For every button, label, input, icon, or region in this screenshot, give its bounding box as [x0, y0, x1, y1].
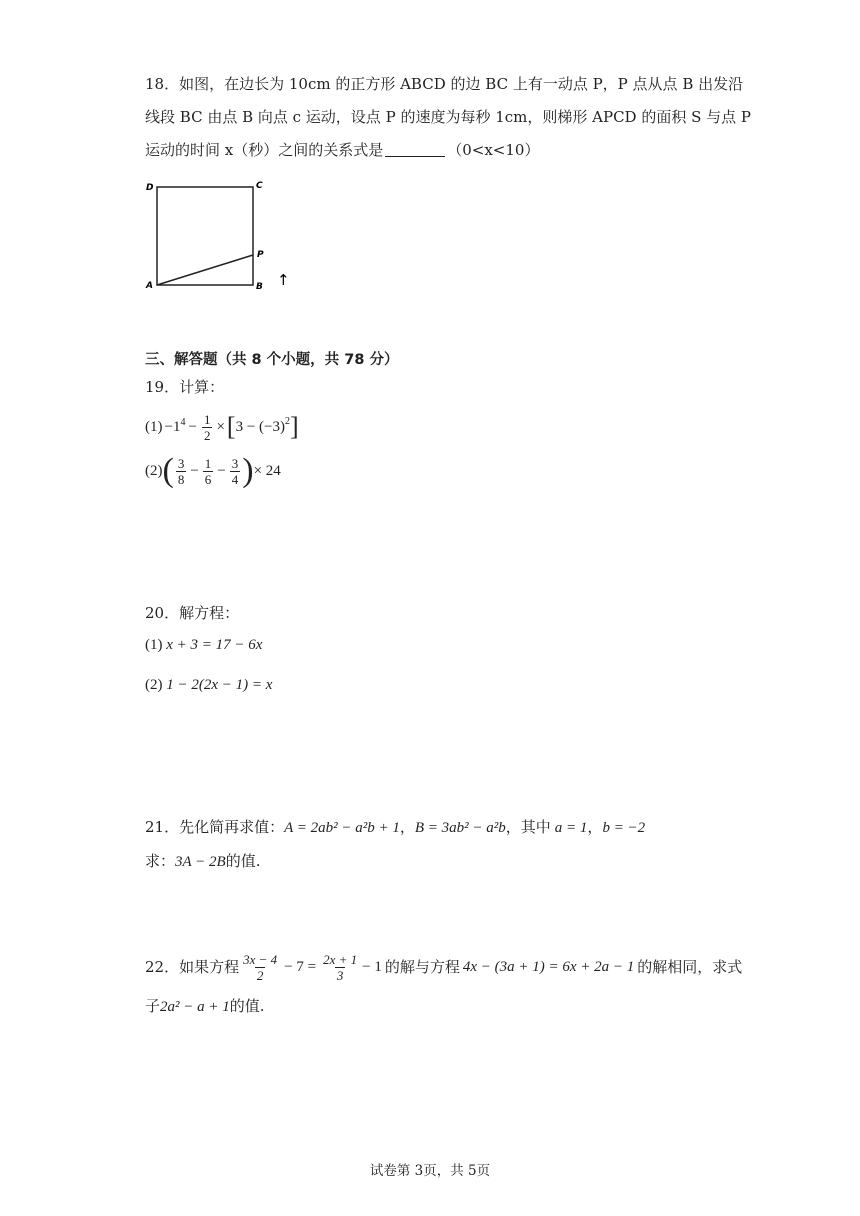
denominator: 2 [256, 967, 264, 983]
q19-title: 19．计算： [145, 378, 225, 396]
answer-blank [385, 142, 445, 157]
expression-a: A = 2ab² − a²b + 1 [284, 820, 400, 836]
fraction [176, 456, 187, 487]
part-label: (2) [145, 677, 163, 693]
fraction [230, 456, 241, 487]
numerator: 3x − 4 [243, 951, 278, 967]
q22-text: 的解相同，求式 [637, 958, 743, 976]
exponent: 2 [285, 415, 290, 427]
q18-range: （0<x<10） [447, 141, 540, 159]
multiplier: × 24 [253, 462, 281, 479]
q19-part-2 [145, 450, 281, 492]
q18-line-1: 18．如图，在边长为 10cm 的正方形 ABCD 的边 BC 上有一动点 P，P 点从点 B 出发沿 [145, 75, 744, 93]
operator: × [216, 418, 225, 435]
separator: ， [587, 818, 603, 836]
bracket-close: ] [290, 412, 299, 441]
q20-title: 20．解方程： [145, 604, 240, 622]
q18-line-3 [145, 140, 539, 160]
page-footer: 试卷第 3页，共 5页 [369, 1163, 491, 1179]
q18-line-2: 线段 BC 由点 B 向点 c 运动，设点 P 的速度为每秒 1cm，则梯形 APCD 的面积 S 与点 P [145, 108, 752, 126]
label-p: P [257, 250, 264, 260]
fraction [202, 412, 213, 443]
paren-open: ( [162, 452, 174, 489]
q22-line-2 [145, 996, 265, 1017]
label-d: D [146, 183, 154, 193]
fraction [241, 952, 279, 983]
q21-tail: 的值. [225, 852, 261, 870]
operator: − 7 = [284, 959, 317, 975]
numerator: 1 [204, 455, 212, 471]
q22-intro: 22．如果方程 [145, 958, 240, 976]
bracket-expression: 3 − (−3) [235, 418, 285, 435]
second-equation: 4x − (3a + 1) = 6x + 2a − 1 [462, 959, 635, 975]
q20-part-2 [145, 677, 272, 694]
q22-tail: 的值. [229, 997, 265, 1015]
term: −1 [164, 418, 181, 435]
label-c: C [256, 181, 263, 191]
fraction [203, 456, 214, 487]
q20-part-1 [145, 637, 262, 654]
q21-ask: 求： [145, 852, 176, 870]
operator: − [188, 418, 197, 435]
q22-text: 的解与方程 [384, 958, 460, 976]
value-a: a = 1 [554, 820, 588, 836]
separator: ，其中 [505, 818, 551, 836]
part-label: (2) [145, 462, 163, 479]
fraction [321, 952, 359, 983]
denominator: 6 [204, 471, 212, 487]
paren-close: ) [242, 452, 254, 489]
part-label: (1) [145, 418, 163, 435]
operator: − 1 [362, 959, 382, 975]
numerator: 3 [231, 455, 239, 471]
target-expression: 2a² − a + 1 [160, 999, 230, 1015]
denominator: 2 [203, 427, 211, 443]
q19-part-1 [145, 410, 299, 444]
square-figure [140, 175, 300, 295]
equation: 1 − 2(2x − 1) = x [166, 677, 273, 693]
separator: ， [399, 818, 415, 836]
q22-line-1 [145, 947, 742, 987]
operator: − [217, 462, 226, 479]
q22-text: 子 [145, 997, 161, 1015]
part-label: (1) [145, 637, 163, 653]
section-title: 三、解答题（共 8 个小题，共 78 分） [145, 352, 399, 368]
equation: x + 3 = 17 − 6x [166, 637, 263, 653]
numerator: 2x + 1 [323, 951, 358, 967]
numerator: 3 [177, 455, 185, 471]
q21-line-2 [145, 851, 260, 872]
operator: − [190, 462, 199, 479]
arrow-up-icon: ↑ [277, 271, 290, 289]
denominator: 3 [336, 967, 344, 983]
segment-ap [157, 255, 253, 285]
q21-line-1 [145, 817, 645, 838]
value-b: b = −2 [602, 820, 646, 836]
q18-line-3-text: 运动的时间 x（秒）之间的关系式是 [145, 141, 384, 159]
label-b: B [256, 282, 263, 292]
numerator: 1 [203, 411, 211, 427]
exponent: 4 [180, 416, 186, 428]
bracket-open: [ [226, 412, 236, 441]
q21-intro: 21．先化简再求值： [145, 818, 285, 836]
denominator: 4 [231, 471, 239, 487]
denominator: 8 [177, 471, 185, 487]
expression-b: B = 3ab² − a²b [414, 820, 506, 836]
target-expression: 3A − 2B [175, 854, 226, 870]
label-a: A [146, 281, 153, 291]
